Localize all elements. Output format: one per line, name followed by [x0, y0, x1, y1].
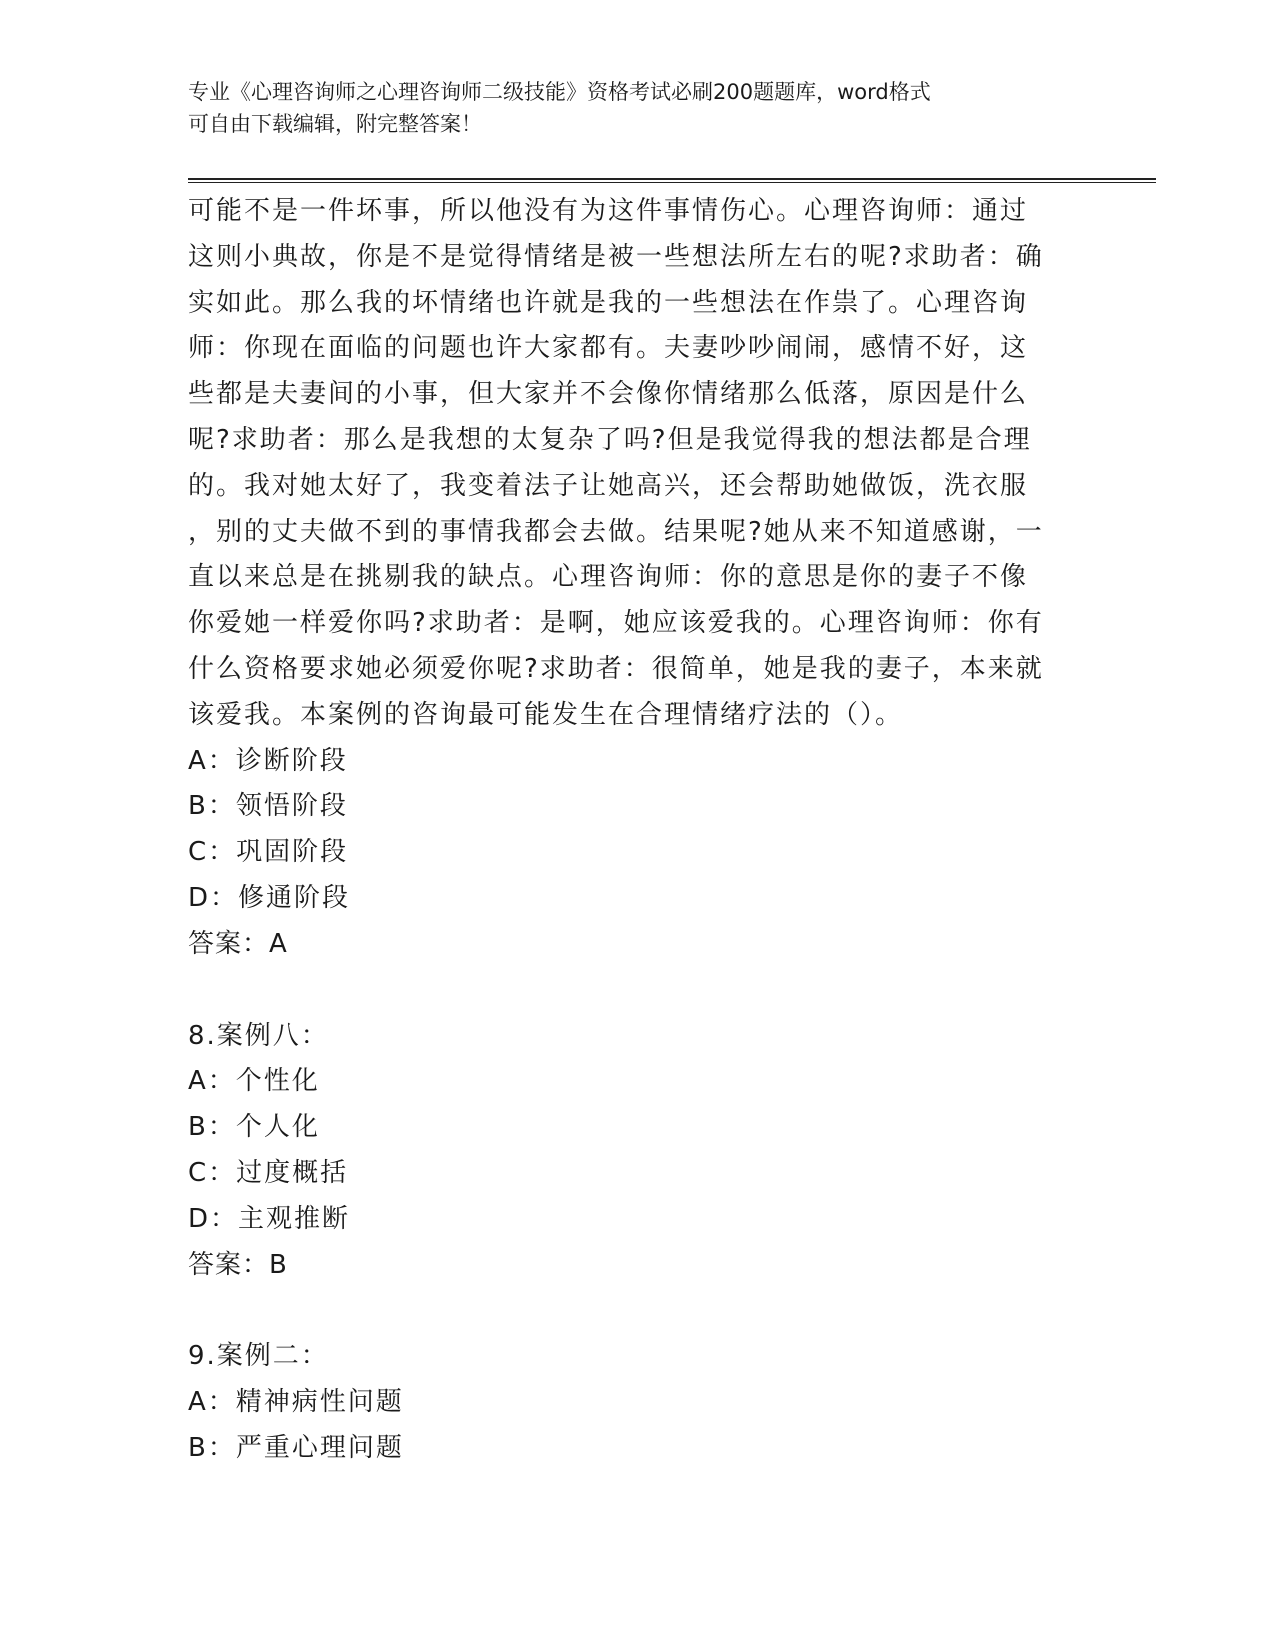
question-title: 9.案例二：	[188, 1341, 329, 1372]
answer-label: 答案：A	[188, 928, 288, 959]
option-a: A：精神病性问题	[188, 1387, 404, 1418]
option-b: B：个人化	[188, 1112, 320, 1143]
header-title-line-1: 专业《心理咨询师之心理咨询师二级技能》资格考试必刷200题题库，word格式	[188, 80, 931, 104]
passage-line: 些都是夫妻间的小事，但大家并不会像你情绪那么低落，原因是什么	[188, 379, 1029, 410]
document-body	[188, 189, 1068, 1472]
option-d: D：主观推断	[188, 1203, 351, 1234]
header-title-line-2: 可自由下载编辑，附完整答案！	[188, 112, 482, 136]
page-header	[188, 76, 1068, 140]
passage-line: 什么资格要求她必须爱你呢?求助者：很简单，她是我的妻子，本来就	[188, 653, 1044, 684]
option-a: A：个性化	[188, 1066, 320, 1097]
passage-line: 该爱我。本案例的咨询最可能发生在合理情绪疗法的（）。	[188, 699, 904, 730]
question-7-options	[188, 739, 1068, 968]
option-c: C：过度概括	[188, 1157, 349, 1188]
header-divider	[188, 178, 1156, 183]
case-passage	[188, 189, 1068, 739]
passage-line: 可能不是一件坏事，所以他没有为这件事情伤心。心理咨询师：通过	[188, 196, 1029, 226]
passage-line: 你爱她一样爱你吗?求助者：是啊，她应该爱我的。心理咨询师：你有	[188, 608, 1044, 639]
passage-line: 这则小典故，你是不是觉得情绪是被一些想法所左右的呢?求助者：确	[188, 241, 1044, 272]
passage-line: 的。我对她太好了，我变着法子让她高兴，还会帮助她做饭，洗衣服	[188, 470, 1029, 501]
option-d: D：修通阶段	[188, 882, 351, 913]
answer-label: 答案：B	[188, 1249, 288, 1280]
question-title: 8.案例八：	[188, 1020, 329, 1051]
passage-line: 直以来总是在挑剔我的缺点。心理咨询师：你的意思是你的妻子不像	[188, 562, 1029, 593]
passage-line: 师：你现在面临的问题也许大家都有。夫妻吵吵闹闹，感情不好，这	[188, 333, 1029, 364]
question-8	[188, 1014, 1068, 1289]
option-a: A：诊断阶段	[188, 745, 348, 776]
question-9	[188, 1334, 1068, 1471]
passage-line: 实如此。那么我的坏情绪也许就是我的一些想法在作祟了。心理咨询	[188, 287, 1029, 318]
option-b: B：领悟阶段	[188, 791, 348, 822]
passage-line: 呢?求助者：那么是我想的太复杂了吗?但是我觉得我的想法都是合理	[188, 424, 1032, 455]
passage-line: ，别的丈夫做不到的事情我都会去做。结果呢?她从来不知道感谢，一	[188, 516, 1044, 547]
option-c: C：巩固阶段	[188, 837, 349, 868]
option-b: B：严重心理问题	[188, 1432, 404, 1463]
